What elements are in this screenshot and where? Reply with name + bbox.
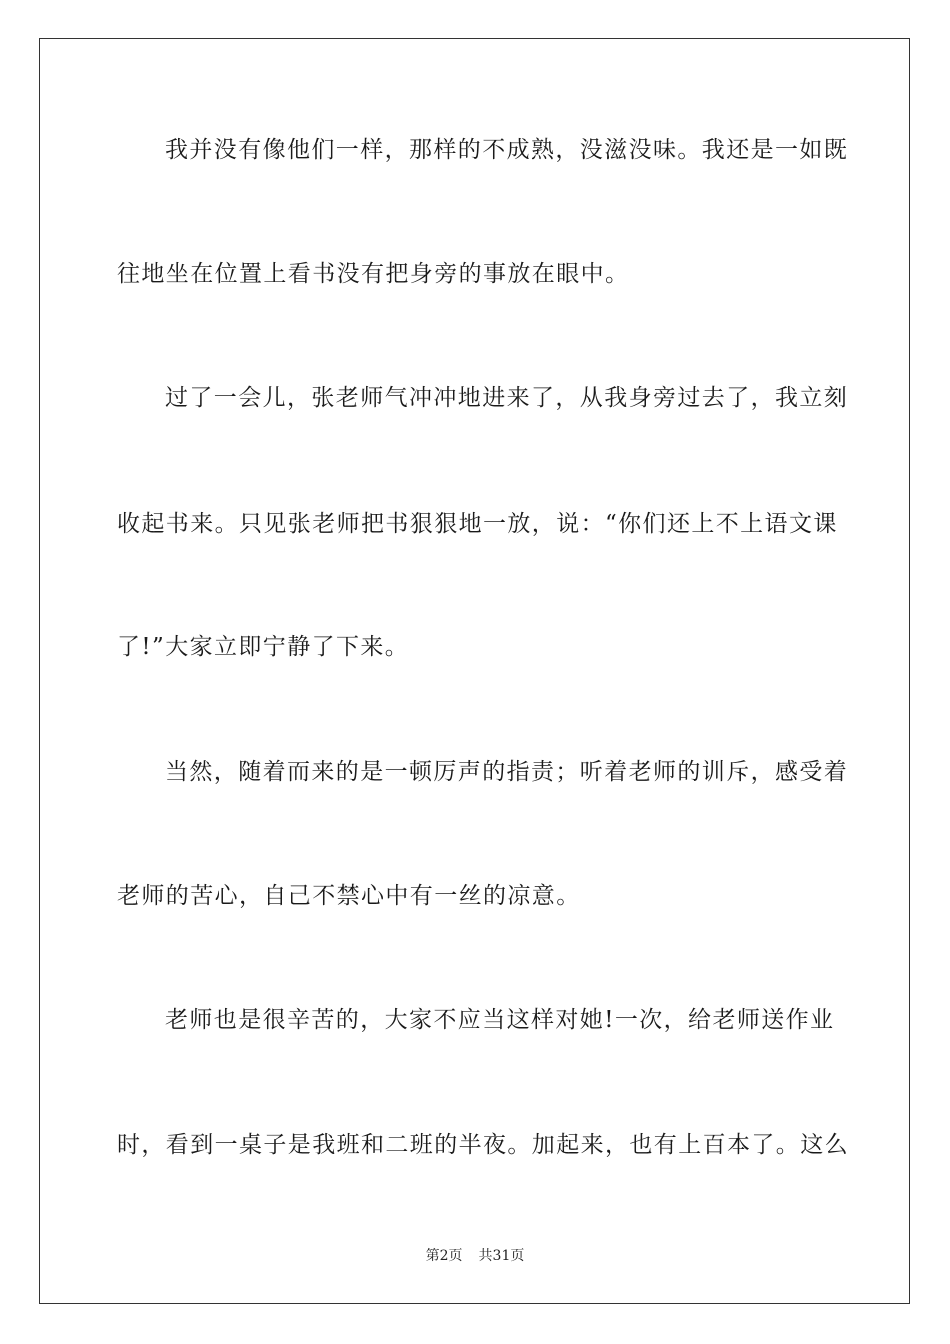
text-line: 我并没有像他们一样，那样的不成熟，没滋没味。我还是一如既 bbox=[165, 137, 849, 163]
total-pages: 共31页 bbox=[478, 1248, 525, 1264]
text-line: 收起书来。只见张老师把书狠狠地一放，说：“你们还上不上语文课 bbox=[117, 511, 838, 537]
text-line: 老师的苦心，自己不禁心中有一丝的凉意。 bbox=[117, 883, 581, 909]
page-border bbox=[39, 38, 910, 1304]
page-number: 第2页 bbox=[425, 1248, 463, 1264]
text-line: 时，看到一桌子是我班和二班的半夜。加起来，也有上百本了。这么 bbox=[117, 1132, 849, 1158]
page-footer bbox=[0, 1247, 950, 1265]
text-line: 老师也是很辛苦的，大家不应当这样对她!一次，给老师送作业 bbox=[165, 1007, 835, 1033]
text-line: 往地坐在位置上看书没有把身旁的事放在眼中。 bbox=[117, 261, 630, 287]
text-line: 了!”大家立即宁静了下来。 bbox=[117, 634, 410, 660]
text-line: 当然，随着而来的是一顿厉声的指责；听着老师的训斥，感受着 bbox=[165, 759, 849, 785]
text-line: 过了一会儿，张老师气冲冲地进来了，从我身旁过去了，我立刻 bbox=[165, 385, 849, 411]
